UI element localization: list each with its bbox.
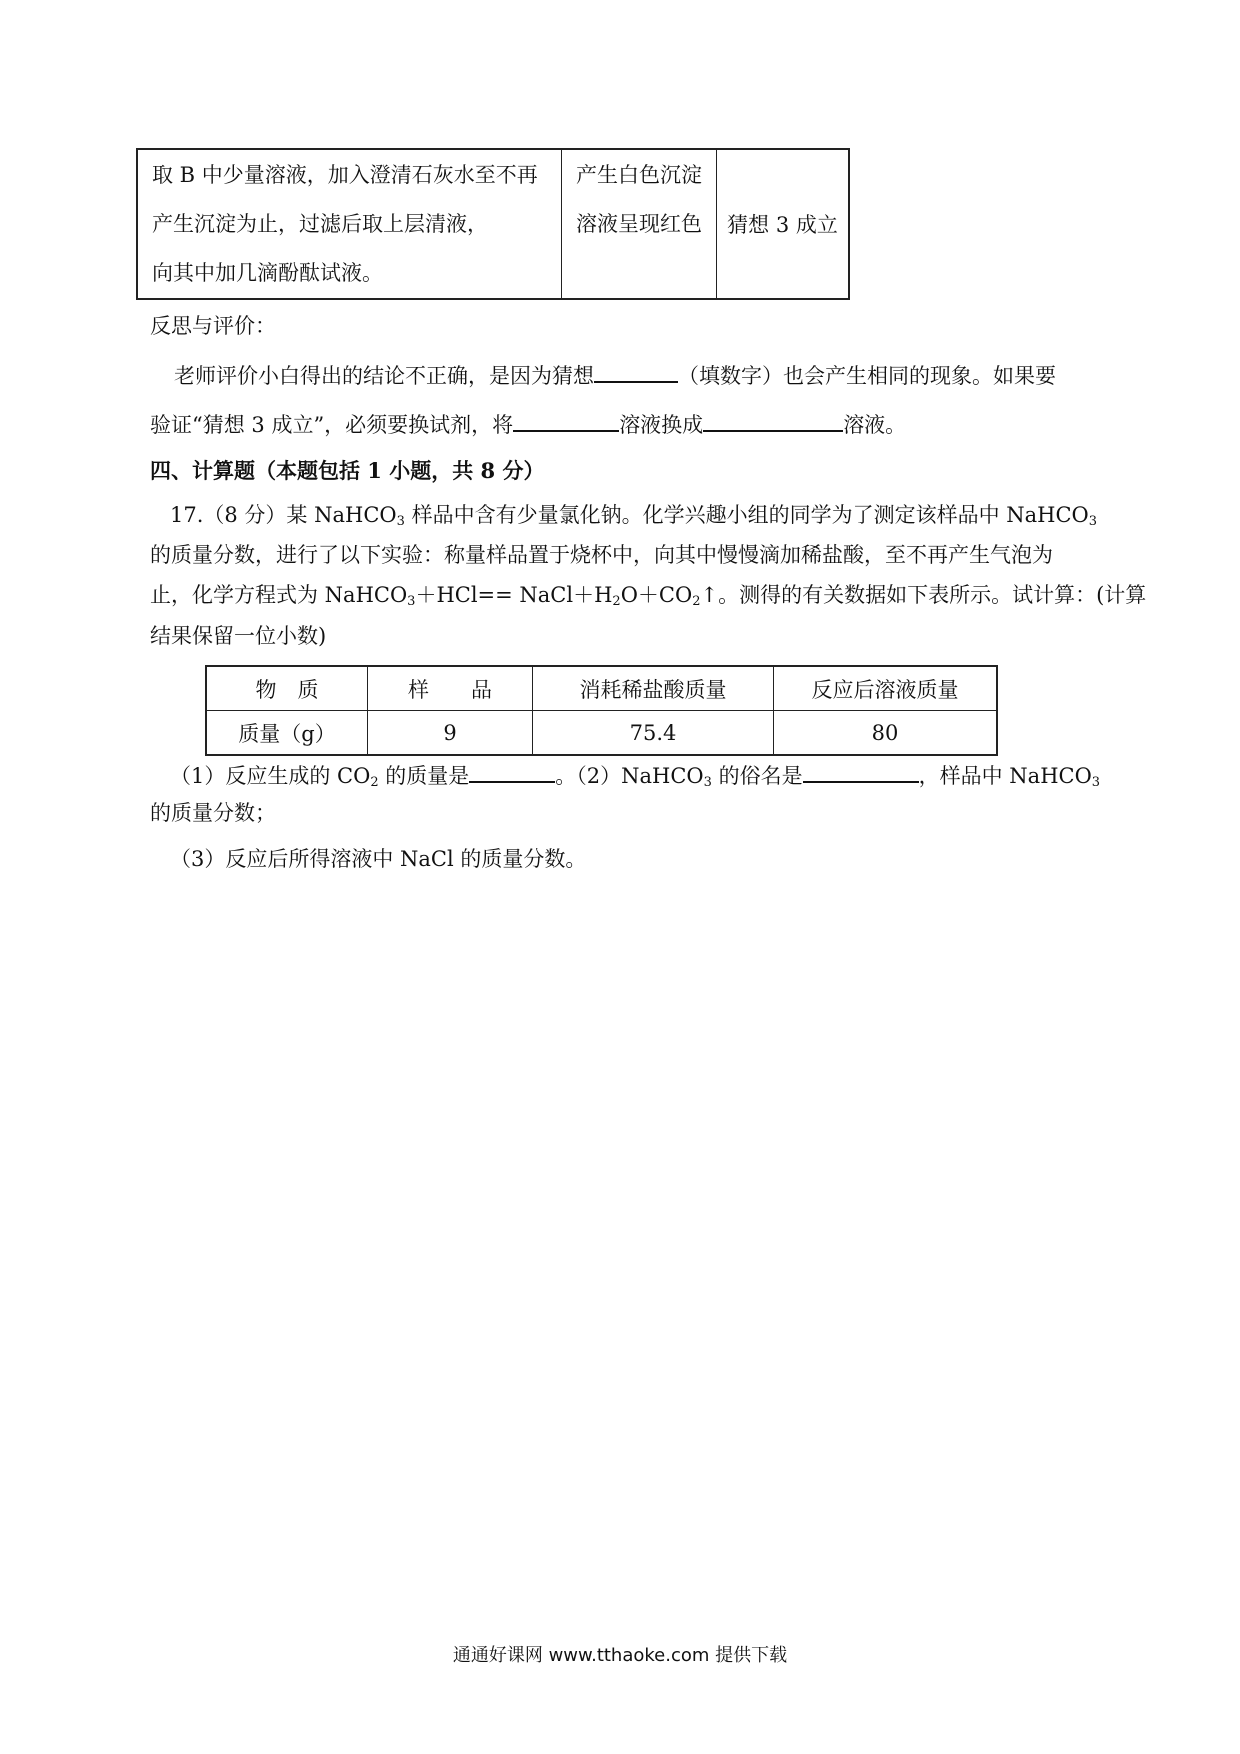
question-17-line: 结果保留一位小数): [150, 624, 327, 648]
question-text: 的质量是: [378, 764, 470, 788]
table-row: [206, 711, 997, 756]
subscript: 3: [703, 775, 712, 790]
experiment-conclusion-cell: 猜想 3 成立: [717, 149, 850, 299]
experiment-step-line: 产生沉淀为止，过滤后取上层清液，: [152, 212, 488, 236]
reflection-line-1: [174, 359, 1056, 390]
table-header-row: [206, 666, 997, 711]
question-text: （1）反应生成的 CO: [170, 764, 371, 788]
question-text: 17.（8 分）某 NaHCO: [170, 503, 397, 527]
experiment-table: [136, 148, 850, 300]
question-text: 样品中含有少量氯化钠。化学兴趣小组的同学为了测定该样品中 NaHCO: [404, 503, 1089, 527]
section-title: 四、计算题（本题包括 1 小题，共 8 分）: [150, 458, 545, 483]
subscript: 3: [1088, 514, 1098, 529]
subscript: 3: [396, 514, 405, 529]
subscript: 2: [692, 594, 701, 609]
question-text: ＋HCl== NaCl＋H: [415, 583, 613, 607]
answer-blank[interactable]: [803, 759, 919, 783]
experiment-step-line: 向其中加几滴酚酞试液。: [152, 261, 383, 285]
table-cell: 80: [774, 711, 998, 756]
question-17-line: [150, 581, 1146, 609]
reflection-heading: 反思与评价：: [150, 314, 276, 338]
answer-blank[interactable]: [469, 759, 555, 783]
reflection-text: （填数字）也会产生相同的现象。如果要: [678, 364, 1056, 388]
reflection-text: 老师评价小白得出的结论不正确，是因为猜想: [174, 364, 594, 388]
question-text: ，样品中 NaHCO: [918, 764, 1092, 788]
answer-blank[interactable]: [513, 408, 619, 432]
subscript: 3: [1091, 775, 1101, 790]
experiment-step-cell: [137, 149, 562, 299]
reflection-line-2: [150, 408, 906, 439]
table-cell: 9: [368, 711, 533, 756]
phenomenon-line: 溶液呈现红色: [576, 212, 702, 236]
table-header-cell: 反应后溶液质量: [774, 666, 998, 711]
question-line: [170, 759, 1100, 790]
reflection-text: 验证“猜想 3 成立”，必须要换试剂，将: [150, 413, 514, 437]
page-footer: 通通好课网 www.tthaoke.com 提供下载: [452, 1645, 788, 1666]
answer-blank[interactable]: [703, 408, 843, 432]
answer-blank[interactable]: [594, 359, 678, 383]
data-table: [205, 665, 998, 756]
phenomenon-line: 产生白色沉淀: [576, 163, 702, 187]
subscript: 2: [612, 594, 621, 609]
table-cell: 75.4: [533, 711, 774, 756]
question-17-line: 的质量分数，进行了以下实验：称量样品置于烧杯中，向其中慢慢滴加稀盐酸，至不再产生气泡为: [150, 543, 1053, 567]
question-text: 的俗名是: [711, 764, 803, 788]
question-line: 的质量分数；: [150, 801, 276, 825]
reflection-text: 溶液换成: [619, 413, 704, 437]
table-header-cell: 物 质: [206, 666, 368, 711]
experiment-phenomenon-cell: [562, 149, 717, 299]
subscript: 2: [370, 775, 379, 790]
question-text: O＋CO: [620, 583, 693, 607]
question-line: （3）反应后所得溶液中 NaCl 的质量分数。: [170, 847, 587, 871]
reflection-text: 溶液。: [843, 413, 907, 437]
table-header-cell: 消耗稀盐酸质量: [533, 666, 774, 711]
table-cell: 质量（g）: [206, 711, 368, 756]
question-text: 止，化学方程式为 NaHCO: [150, 583, 408, 607]
question-text: 。（2）NaHCO: [555, 764, 704, 788]
table-header-cell: 样 品: [368, 666, 533, 711]
subscript: 3: [407, 594, 416, 609]
table-row: [137, 149, 849, 299]
question-17-line: [170, 501, 1097, 529]
experiment-step-line: 取 B 中少量溶液，加入澄清石灰水至不再: [152, 163, 538, 187]
question-text: ↑。测得的有关数据如下表所示。试计算：(计算: [700, 583, 1147, 607]
